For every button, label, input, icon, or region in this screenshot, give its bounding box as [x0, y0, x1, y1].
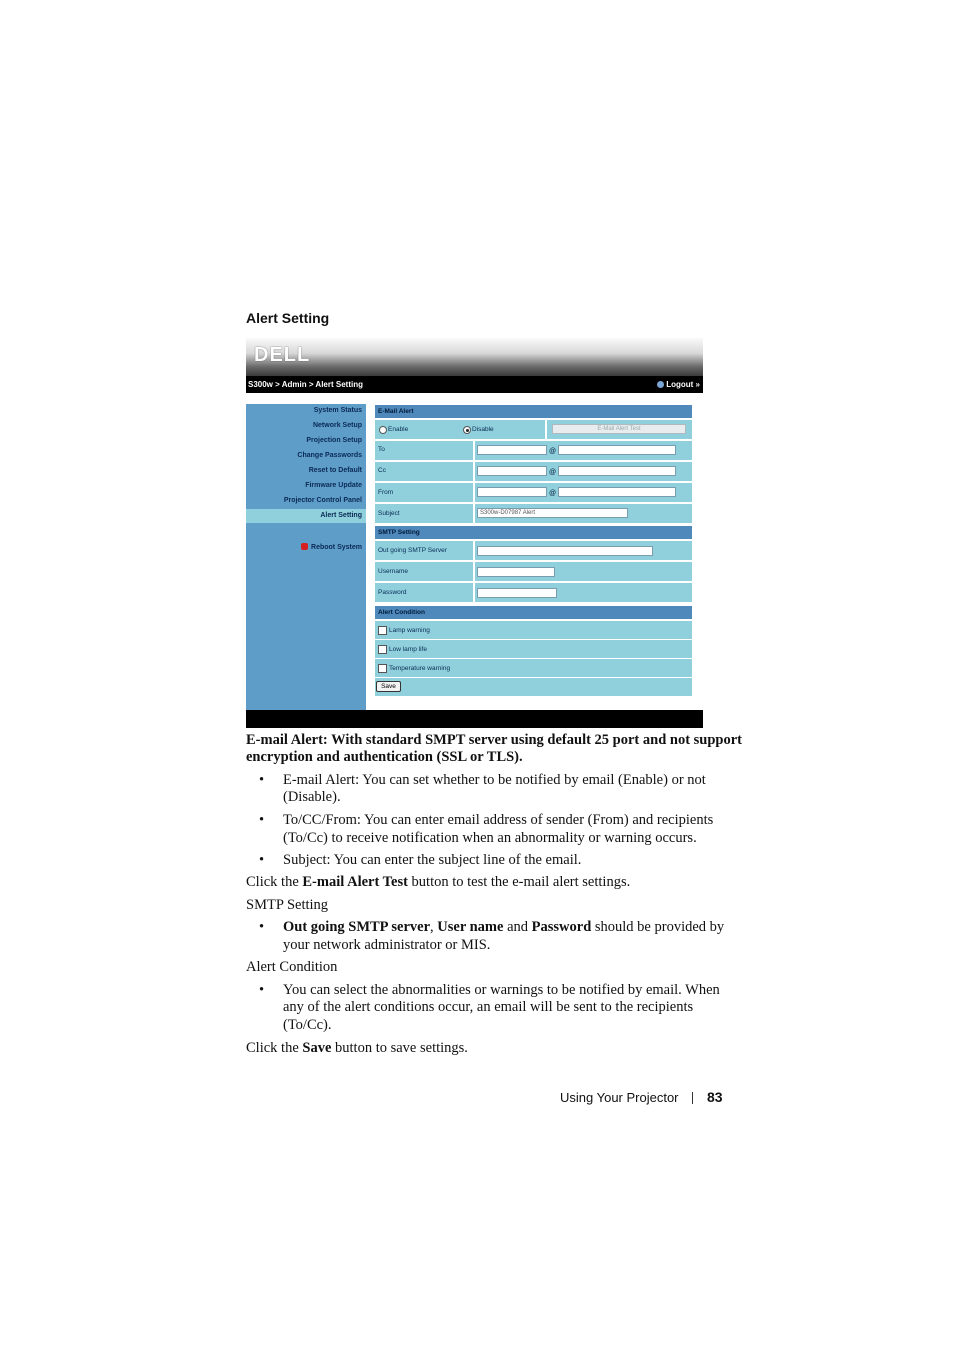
- bullet: •: [259, 772, 265, 788]
- from-label: From: [378, 489, 394, 496]
- smtp-bullet-line2: your network administrator or MIS.: [283, 937, 491, 953]
- smtp-server-row: [375, 541, 692, 560]
- bullet-to-cc-from-line1: To/CC/From: You can enter email address of sender (From) and recipients: [283, 812, 714, 828]
- nav-projection-setup[interactable]: Projection Setup: [306, 437, 362, 444]
- header-banner: [246, 338, 703, 376]
- click-test-paragraph: Click the E-mail Alert Test button to test the e-mail alert settings.: [246, 874, 631, 890]
- from-domain-input[interactable]: [558, 487, 676, 497]
- disable-radio[interactable]: [463, 426, 471, 434]
- bullet-email-alert-line2: (Disable).: [283, 789, 341, 805]
- sidebar: [246, 404, 366, 710]
- nav-alert-setting[interactable]: Alert Setting: [246, 509, 366, 523]
- temperature-warning-checkbox[interactable]: [378, 664, 387, 673]
- page-number: 83: [707, 1089, 723, 1105]
- nav-system-status[interactable]: System Status: [313, 407, 362, 414]
- section-title: Alert Setting: [246, 310, 330, 326]
- nav-reset-to-default[interactable]: Reset to Default: [308, 467, 362, 474]
- email-alert-heading-line1: E-mail Alert: With standard SMPT server using default 25 port and not support: [246, 732, 743, 748]
- username-label: Username: [378, 568, 408, 575]
- alert-condition-line1: You can select the abnormalities or warnings to be notified by email. When: [283, 982, 720, 998]
- bullet-email-alert-line1: E-mail Alert: You can set whether to be notified by email (Enable) or not: [283, 772, 706, 788]
- password-row: [375, 583, 692, 602]
- cc-row: [375, 462, 692, 481]
- lamp-warning-checkbox[interactable]: [378, 626, 387, 635]
- footer-chapter-label: Using Your Projector: [560, 1090, 679, 1105]
- from-user-input[interactable]: [477, 487, 547, 497]
- to-user-input[interactable]: [477, 445, 547, 455]
- password-input[interactable]: [477, 588, 557, 598]
- enable-radio[interactable]: [379, 426, 387, 434]
- cc-domain-input[interactable]: [558, 466, 676, 476]
- breadcrumb: S300w > Admin > Alert Setting: [248, 380, 363, 389]
- cell-divider: [545, 420, 547, 439]
- click-save-paragraph: Click the Save button to save settings.: [246, 1040, 468, 1056]
- footer-divider: [692, 1092, 693, 1104]
- logout-link[interactable]: Logout »: [657, 380, 700, 389]
- at-sign: @: [549, 469, 557, 476]
- logout-icon: [657, 381, 664, 388]
- breadcrumb-bar: [246, 376, 703, 393]
- to-label: To: [378, 446, 385, 453]
- smtp-setting-heading: SMTP Setting: [246, 897, 329, 913]
- smtp-server-label: Out going SMTP Server: [378, 547, 447, 554]
- at-sign: @: [549, 448, 557, 455]
- smtp-bullet-line1: Out going SMTP server, User name and Password should be provided by: [283, 919, 725, 935]
- save-row: [375, 678, 692, 696]
- breadcrumb-separator: [246, 393, 703, 404]
- bullet: •: [259, 852, 265, 868]
- power-icon: [301, 543, 308, 550]
- low-lamp-life-checkbox[interactable]: [378, 645, 387, 654]
- bullet-to-cc-from-line2: (To/Cc) to receive notification when an abnormality or warning occurs.: [283, 830, 697, 846]
- to-domain-input[interactable]: [558, 445, 676, 455]
- smtp-server-input[interactable]: [477, 546, 653, 556]
- username-row: [375, 562, 692, 581]
- email-alert-heading-line2: encryption and authentication (SSL or TLS).: [246, 749, 523, 765]
- nav-change-passwords[interactable]: Change Passwords: [297, 452, 362, 459]
- alert-condition-heading: Alert Condition: [246, 959, 338, 975]
- password-label: Password: [378, 589, 407, 596]
- alert-setting-form: [366, 404, 703, 710]
- email-alert-header: E-Mail Alert: [375, 405, 692, 418]
- bullet: •: [259, 982, 265, 998]
- alert-condition-line2: any of the alert conditions occur, an email will be sent to the recipients: [283, 999, 694, 1015]
- alert-condition-line3: (To/Cc).: [283, 1017, 332, 1033]
- temperature-warning-row: Temperature warning: [375, 659, 692, 677]
- nav-network-setup[interactable]: Network Setup: [312, 422, 362, 429]
- subject-label: Subject: [378, 510, 400, 517]
- alert-setting-screenshot: [246, 338, 703, 728]
- reboot-system-link[interactable]: Reboot System: [301, 543, 362, 551]
- email-alert-row: Enable Disable E-Mail Alert Test: [375, 420, 692, 439]
- from-row: [375, 483, 692, 502]
- smtp-header: SMTP Setting: [375, 526, 692, 539]
- save-button[interactable]: Save: [376, 681, 401, 692]
- bullet: •: [259, 812, 265, 828]
- nav-projector-control-panel[interactable]: Projector Control Panel: [283, 497, 362, 504]
- bullet-subject: Subject: You can enter the subject line of the email.: [283, 852, 582, 868]
- alert-condition-header: Alert Condition: [375, 606, 692, 619]
- footer-bar: [246, 710, 703, 728]
- username-input[interactable]: [477, 567, 555, 577]
- lamp-warning-row: Lamp warning: [375, 621, 692, 639]
- to-row: [375, 441, 692, 460]
- low-lamp-life-row: Low lamp life: [375, 640, 692, 658]
- email-alert-test-button[interactable]: E-Mail Alert Test: [552, 424, 686, 434]
- nav-firmware-update[interactable]: Firmware Update: [305, 482, 362, 489]
- at-sign: @: [549, 490, 557, 497]
- cc-label: Cc: [378, 467, 386, 474]
- dell-logo: DELL: [254, 344, 311, 366]
- subject-input[interactable]: S300w-D07987 Alert: [477, 508, 628, 518]
- bullet: •: [259, 919, 265, 935]
- subject-row: [375, 504, 692, 523]
- cc-user-input[interactable]: [477, 466, 547, 476]
